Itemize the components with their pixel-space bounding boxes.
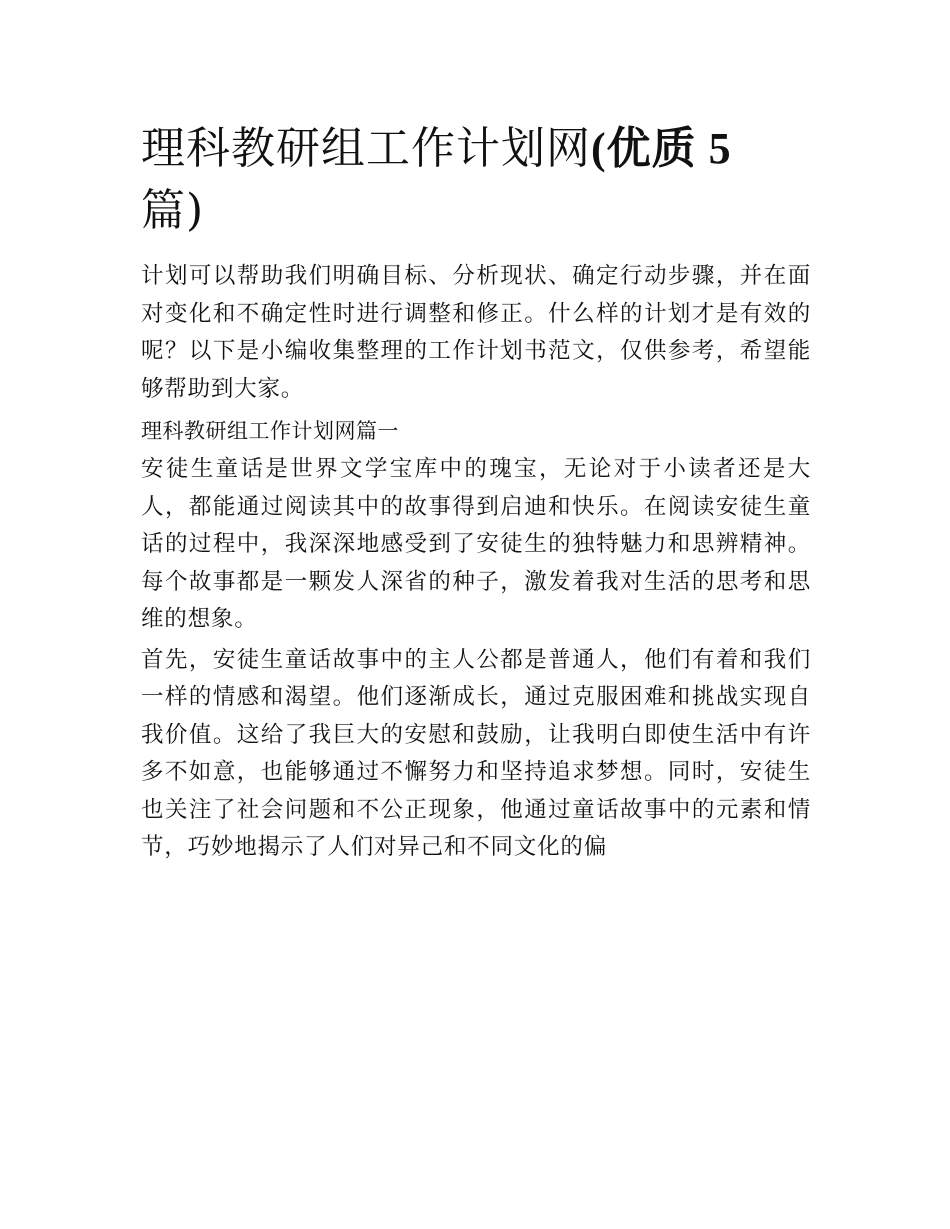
document-body <box>141 118 811 867</box>
body-paragraph-2: 首先，安徒生童话故事中的主人公都是普通人，他们有着和我们一样的情感和渴望。他们逐渐成长，通过克服困难和挑战实现自我价值。这给了我巨大的安慰和鼓励，让我明白即使生活中有许多不如意，也能够通过不懈努力和坚持追求梦想。同时，安徒生也关注了社会问题和不公正现象，他通过童话故事中的元素和情节，巧妙地揭示了人们对异己和不同文化的偏 <box>141 646 811 860</box>
page-title <box>141 118 811 242</box>
title-line2: 篇) <box>141 185 205 236</box>
title-suffix: (优质 5 <box>591 124 732 173</box>
intro-paragraph: 计划可以帮助我们明确目标、分析现状、确定行动步骤，并在面对变化和不确定性时进行调整和修正。什么样的计划才是有效的呢？以下是小编收集整理的工作计划书范文，仅供参考，希望能够帮助到大家。 <box>141 263 811 402</box>
section-title: 理科教研组工作计划网篇一 <box>141 419 399 443</box>
title-main: 理科教研组工作计划网 <box>141 123 591 174</box>
body-paragraph-1: 安徒生童话是世界文学宝库中的瑰宝，无论对于小读者还是大人，都能通过阅读其中的故事得到启迪和快乐。在阅读安徒生童话的过程中，我深深地感受到了安徒生的独特魅力和思辨精神。每个故事都是一颗发人深省的种子，激发着我对生活的思考和思维的想象。 <box>141 456 811 632</box>
